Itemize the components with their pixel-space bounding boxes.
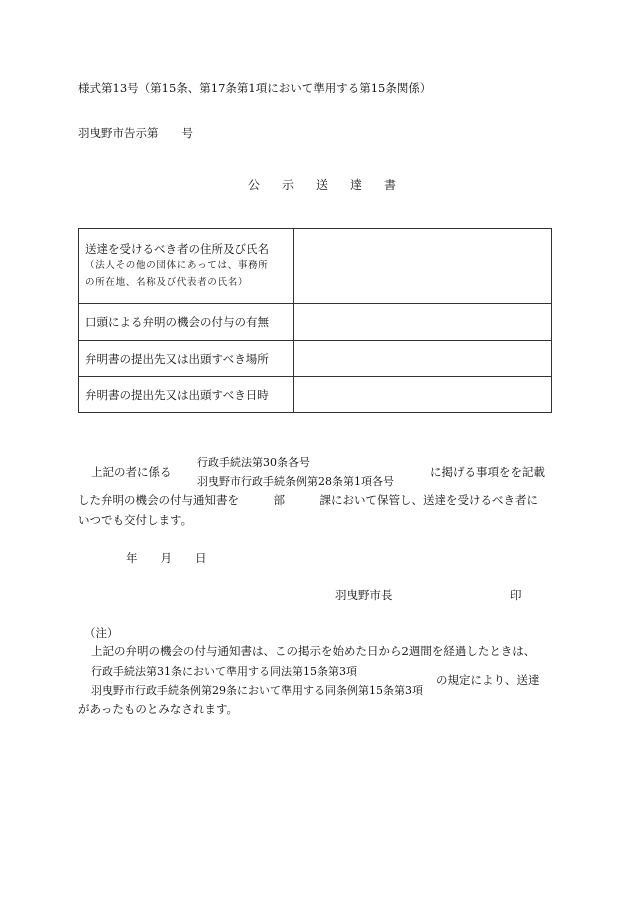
body-line-2: した弁明の機会の付与通知書を 部 課において保管し、送達を受けるべき者に: [78, 493, 538, 507]
table-label-cell: [79, 229, 294, 304]
note-suffix: の規定により、送達: [436, 673, 540, 687]
table-value-cell: [294, 341, 552, 377]
body-law-b: 羽曳野市行政手続条例第28条第1項各号: [197, 475, 394, 488]
page-title: 公示送達書: [248, 178, 419, 192]
body-suffix: に掲げる事項をを記載: [430, 465, 545, 479]
note-law-b: 羽曳野市行政手続条例第29条において準用する同条例第15条第3項: [91, 684, 423, 697]
row-sub-note: （法人その他の団体にあっては、事務所: [85, 260, 269, 271]
body-law-a: 行政手続法第30条各号: [197, 456, 310, 469]
date-line: 年 月 日: [126, 551, 207, 565]
note-heading: （注）: [84, 626, 119, 640]
row-label: 口頭による弁明の機会の付与の有無: [79, 304, 294, 341]
note-law-a: 行政手続法第31条において準用する同法第15条第3項: [91, 665, 357, 678]
notice-table: [78, 228, 552, 413]
table-value-cell: [294, 377, 552, 413]
note-line-1: 上記の弁明の機会の付与通知書は、この掲示を始めた日から2週間を経過したときは、: [91, 644, 536, 658]
mayor-name: 羽曳野市長: [335, 588, 393, 602]
table-row: [79, 304, 552, 341]
table-value-cell: [294, 229, 552, 304]
row-label: 送達を受けるべき者の住所及び氏名: [85, 242, 269, 256]
note-line-3: があったものとみなされます。: [78, 702, 238, 716]
table-value-cell: [294, 304, 552, 341]
table-row: [79, 341, 552, 377]
seal-mark: 印: [510, 588, 522, 602]
notice-number: 羽曳野市告示第 号: [78, 126, 193, 140]
table-row: [79, 229, 552, 304]
form-number: 様式第13号（第15条、第17条第1項において準用する第15条関係）: [78, 81, 432, 95]
body-line-3: いつでも交付します。: [78, 513, 193, 527]
body-prefix: 上記の者に係る: [91, 465, 172, 479]
row-label: 弁明書の提出先又は出頭すべき場所: [79, 341, 294, 377]
row-sub-note: の所在地、名称及び代表者の氏名）: [85, 277, 249, 288]
table-row: [79, 377, 552, 413]
row-label: 弁明書の提出先又は出頭すべき日時: [79, 377, 294, 413]
